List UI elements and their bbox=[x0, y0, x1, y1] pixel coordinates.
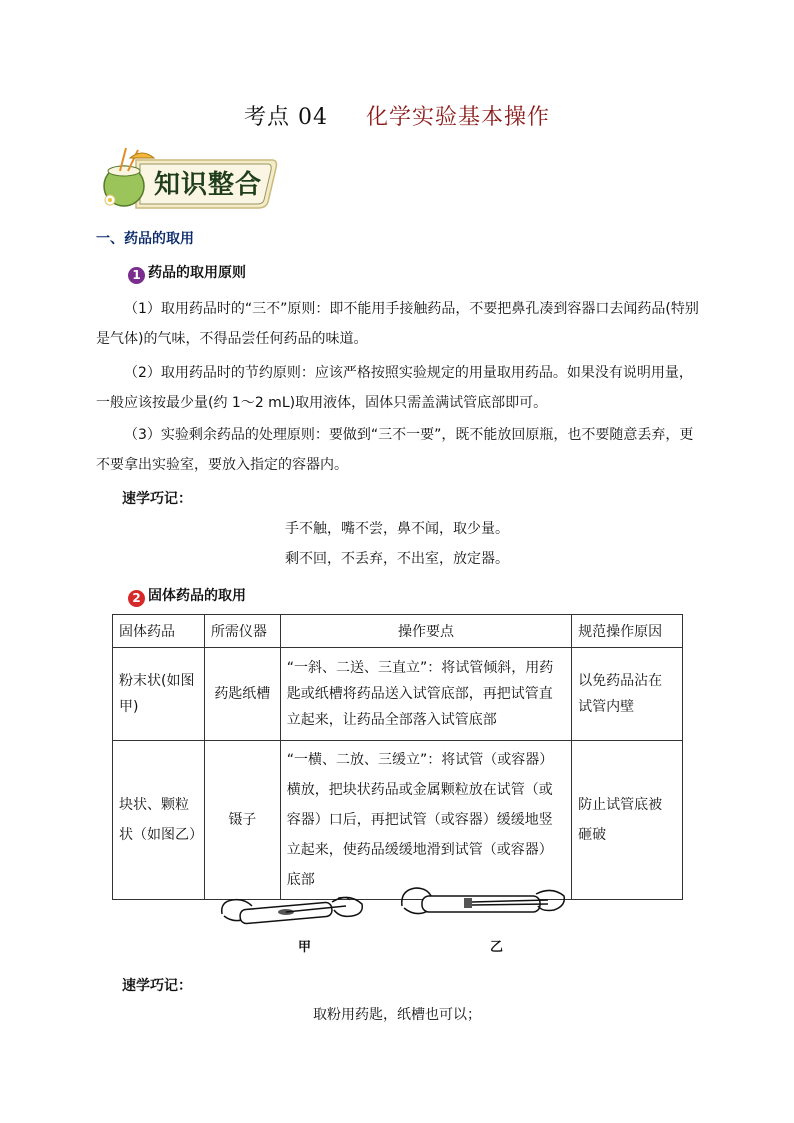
table-cell: 药匙纸槽 bbox=[204, 648, 280, 741]
subheading-solid bbox=[128, 585, 246, 607]
figure-jia bbox=[218, 884, 368, 936]
title-number: 考点 04 bbox=[243, 105, 328, 130]
figure-label-jia: 甲 bbox=[298, 940, 312, 955]
table-header: 规范操作原因 bbox=[572, 615, 683, 648]
memo-line-3: 取粉用药匙，纸槽也可以； bbox=[313, 1007, 481, 1023]
number-badge-icon: 2 bbox=[128, 590, 145, 607]
table-header: 固体药品 bbox=[113, 615, 205, 648]
table-header-row bbox=[113, 615, 683, 648]
number-badge-icon: 1 bbox=[128, 267, 145, 284]
tweezers-illustration bbox=[398, 880, 568, 928]
subheading-text: 药品的取用原则 bbox=[148, 265, 246, 281]
table-cell: 防止试管底被砸破 bbox=[572, 741, 683, 900]
subheading-text: 固体药品的取用 bbox=[148, 588, 246, 604]
page-title bbox=[0, 100, 794, 131]
table-header: 操作要点 bbox=[280, 615, 571, 648]
paragraph-2: （2）取用药品时的节约原则：应该严格按照实验规定的用量取用药品。如果没有说明用量，一般应该按最少量(约 1～2 mL)取用液体，固体只需盖满试管底部即可。 bbox=[96, 365, 693, 411]
paragraph-3: （3）实验剩余药品的处理原则：要做到“三不一要”，既不能放回原瓶，也不要随意丢弃，更不要拿出实验室，要放入指定的容器内。 bbox=[96, 427, 694, 473]
table-row bbox=[113, 648, 683, 741]
table-cell: 粉末状(如图甲) bbox=[113, 648, 205, 741]
subheading-principles bbox=[128, 262, 246, 284]
table-cell: “一横、二放、三缓立”：将试管（或容器）横放，把块状药品或金属颗粒放在试管（或容器）口后，再把试管（或容器）缓缓地竖立起来，使药品缓缓地滑到试管（或容器）底部 bbox=[280, 741, 571, 900]
table-cell: 以免药品沾在试管内壁 bbox=[572, 648, 683, 741]
paragraph-1: （1）取用药品时的“三不”原则：即不能用手接触药品，不要把鼻孔凑到容器口去闻药品(特别是气体)的气味，不得品尝任何药品的味道。 bbox=[96, 301, 699, 347]
memo-line-1: 手不触，嘴不尝，鼻不闻，取少量。 bbox=[285, 521, 509, 537]
table-header: 所需仪器 bbox=[204, 615, 280, 648]
figure-yi bbox=[398, 880, 568, 932]
memo-line-2: 剩不回，不丢弃，不出室，放定器。 bbox=[285, 551, 509, 567]
table-row bbox=[113, 741, 683, 900]
table-cell: “一斜、二送、三直立”：将试管倾斜，用药匙或纸槽将药品送入试管底部，再把试管直立起来，让药品全部落入试管底部 bbox=[280, 648, 571, 741]
title-name: 化学实验基本操作 bbox=[365, 105, 550, 130]
table-cell: 块状、颗粒状（如图乙） bbox=[113, 741, 205, 900]
memo-label: 速学巧记： bbox=[122, 491, 192, 507]
memo-label: 速学巧记： bbox=[122, 978, 192, 994]
table-cell: 镊子 bbox=[204, 741, 280, 900]
banner-text: 知识整合 bbox=[154, 170, 263, 200]
figure-label-yi: 乙 bbox=[490, 940, 504, 955]
solid-reagent-table bbox=[112, 614, 683, 900]
section-heading: 一、药品的取用 bbox=[96, 231, 194, 247]
knowledge-banner bbox=[96, 146, 278, 210]
powder-spoon-illustration bbox=[218, 884, 368, 932]
